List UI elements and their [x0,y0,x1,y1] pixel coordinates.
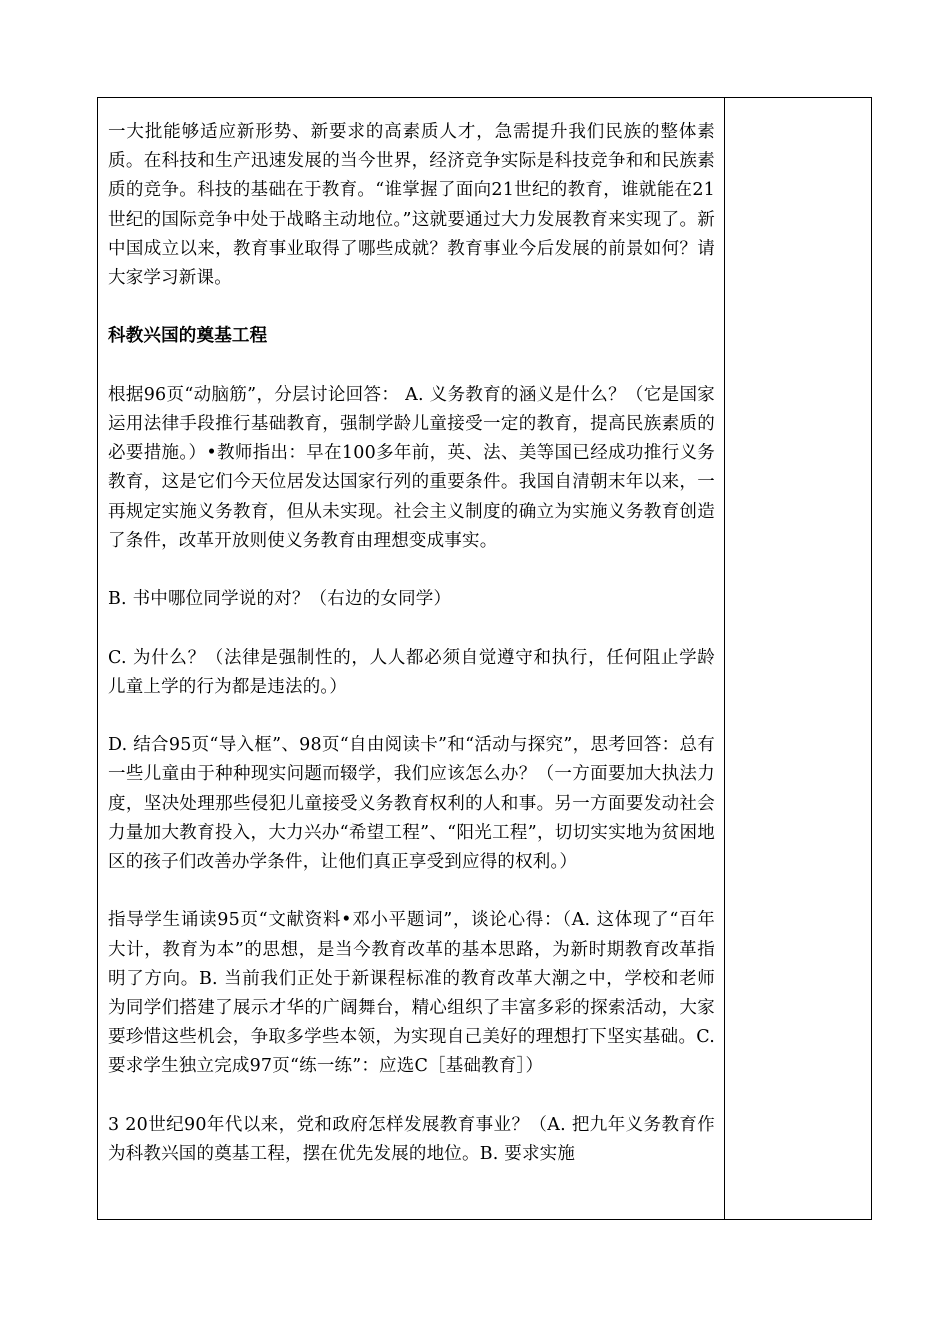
notes-cell [725,98,871,1219]
paragraph-a: 根据96页“动脑筋”，分层讨论回答： A. 义务教育的涵义是什么？（它是国家运用法律手段推行基础教育，强制学龄儿童接受一定的教育，提高民族素质的必要措施。）•教师指出：早在100多年前，英、法、美等国已经成功推行义务教育，这是它们今天位居发达国家行列的重要条件。我国自清朝末年以来，一再规定实施义务教育，但从未实现。社会主义制度的确立为实施义务教育创造了条件，改革开放则使义务教育由理想变成事实。 [108,384,715,551]
paragraph-e: 指导学生诵读95页“文献资料•邓小平题词”，谈论心得：（A. 这体现了“百年大计，教育为本”的思想，是当今教育改革的基本思路，为新时期教育改革指明了方向。B. 当前我们正处于新课程标准的教育改革大潮之中，学校和老师为同学们搭建了展示才华的广阔舞台，精心组织了丰富多彩的探索活动，大家要珍惜这些机会，争取多学些本领，为实现自己美好的理想打下坚实基础。C. 要求学生独立完成97页“练一练”：应选C［基础教育］） [108,910,715,1077]
paragraph-b: B. 书中哪位同学说的对？（右边的女同学） [108,589,452,610]
section-heading: 科教兴国的奠基工程 [108,326,268,347]
paragraph-f: 3 20世纪90年代以来，党和政府怎样发展教育事业？（A. 把九年义务教育作为科教兴国的奠基工程，摆在优先发展的地位。B. 要求实施 [108,1114,715,1164]
document-table [97,97,872,1220]
paragraph-c: C. 为什么？（法律是强制性的，人人都必须自觉遵守和执行，任何阻止学龄儿童上学的行为都是违法的。） [108,647,715,697]
paragraph-d: D. 结合95页“导入框”、98页“自由阅读卡”和“活动与探究”，思考回答：总有一些儿童由于种种现实问题而辍学，我们应该怎么办？（一方面要加大执法力度，坚决处理那些侵犯儿童接受义务教育权利的人和事。另一方面要发动社会力量加大教育投入，大力兴办“希望工程”、“阳光工程”，切切实实地为贫困地区的孩子们改善办学条件，让他们真正享受到应得的权利。） [108,735,715,872]
intro-paragraph: 一大批能够适应新形势、新要求的高素质人才，急需提升我们民族的整体素质。在科技和生产迅速发展的当今世界，经济竞争实际是科技竞争和和民族素质的竞争。科技的基础在于教育。“谁掌握了面向21世纪的教育，谁就能在21世纪的国际竞争中处于战略主动地位。”这就要通过大力发展教育来实现了。新中国成立以来，教育事业取得了哪些成就？教育事业今后发展的前景如何？请大家学习新课。 [108,122,715,289]
main-content-cell [108,118,715,1169]
